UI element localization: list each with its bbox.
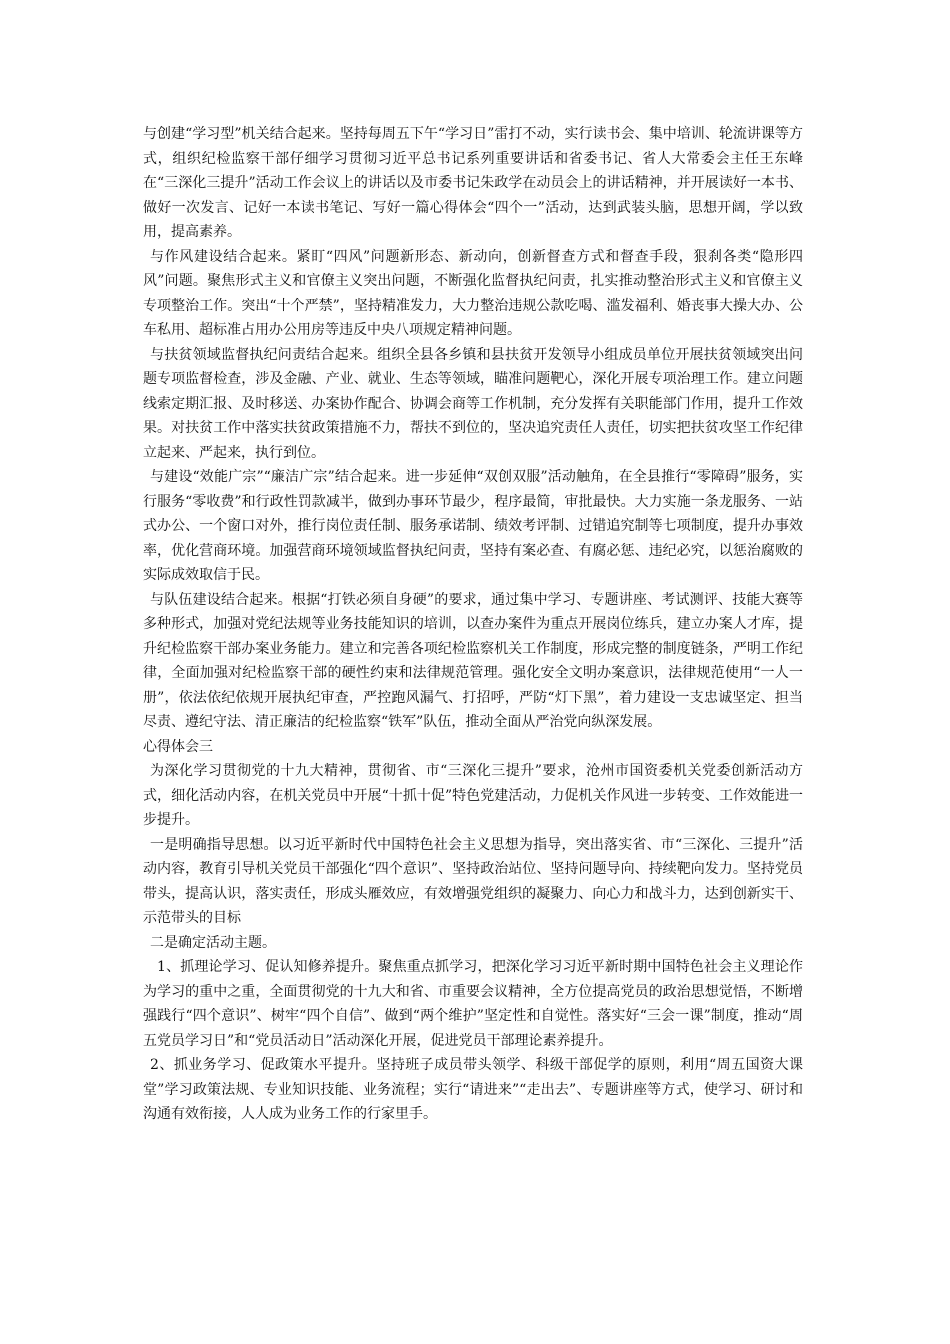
- paragraph-poverty-alleviation: 与扶贫领域监督执纪问责结合起来。组织全县各乡镇和县扶贫开发领导小组成员单位开展扶贫领域突出问题专项监督检查，涉及金融、产业、就业、生态等领域，瞄准问题靶心，深化开展专项治理工作。建立问题线索定期汇报、及时移送、办案协作配合、协调会商等工作机制，充分发挥有关职能部门作用，提升工作效果。对扶贫工作中落实扶贫政策措施不力，帮扶不到位的，坚决追究责任人责任，切实把扶贫攻坚工作纪律立起来、严起来，执行到位。: [143, 346, 803, 461]
- paragraph-efficiency-integrity: 与建设“效能广宗”“廉洁广宗”结合起来。进一步延伸“双创双服”活动触角，在全县推行“零障碍”服务，实行服务“零收费”和行政性罚款减半，做到办事环节最少，程序最简，审批最快。大力实施一条龙服务、一站式办公、一个窗口对外，推行岗位责任制、服务承诺制、绩效考评制、过错追究制等七项制度，提升办事效率，优化营商环境。加强营商环境领域监督执纪问责，坚持有案必查、有腐必惩、违纪必究，以惩治腐败的实际成效取信于民。: [143, 469, 803, 583]
- paragraph-intro: 为深化学习贯彻党的十九大精神，贯彻省、市“三深化三提升”要求，沧州市国资委机关党委创新活动方式，细化活动内容，在机关党员中开展“十抓十促”特色党建活动，力促机关作风进一步转变、工作效能进一步提升。: [143, 763, 803, 828]
- paragraph-activity-theme: 二是确定活动主题。: [150, 934, 276, 951]
- paragraph-business-study: 2、抓业务学习、促政策水平提升。坚持班子成员带头领学、科级干部促学的原则，利用“周五国资大课堂”学习政策法规、专业知识技能、业务流程；实行“请进来”“走出去”、专题讲座等方式，使学习、研讨和沟通有效衔接，人人成为业务工作的行家里手。: [143, 1057, 803, 1122]
- section-heading: 心得体会三: [143, 738, 213, 755]
- paragraph-guiding-thought: 一是明确指导思想。以习近平新时代中国特色社会主义思想为指导，突出落实省、市“三深化、三提升”活动内容，教育引导机关党员干部强化“四个意识”、坚持政治站位、坚持问题导向、持续靶向发力。坚持党员带头，提高认识，落实责任，形成头雁效应，有效增强党组织的凝聚力、向心力和战斗力，达到创新实干、示范带头的目标: [143, 836, 803, 926]
- document-body: [143, 122, 803, 1127]
- paragraph-theory-study: 1、抓理论学习、促认知修养提升。聚焦重点抓学习，把深化学习习近平新时期中国特色社会主义理论作为学习的重中之重，全面贯彻党的十九大和省、市重要会议精神，全方位提高党员的政治思想觉悟，不断增强践行“四个意识”、树牢“四个自信”、做到“两个维护”坚定性和自觉性。落实好“三会一课”制度，推动“周五党员学习日”和“党员活动日”活动深化开展，促进党员干部理论素养提升。: [143, 959, 803, 1049]
- paragraph-team-building: 与队伍建设结合起来。根据“打铁必须自身硬”的要求，通过集中学习、专题讲座、考试测评、技能大赛等多种形式，加强对党纪法规等业务技能知识的培训，以查办案件为重点开展岗位练兵，建立办案人才库，提升纪检监察干部办案业务能力。建立和完善各项纪检监察机关工作制度，形成完整的制度链条，严明工作纪律，全面加强对纪检监察干部的硬性约束和法律规范管理。强化安全文明办案意识，法律规范使用“一人一册”，依法依纪依规开展执纪审查，严控跑风漏气、打招呼，严防“灯下黑”，着力建设一支忠诚坚定、担当尽责、遵纪守法、清正廉洁的纪检监察“铁军”队伍，推动全面从严治党向纵深发展。: [143, 591, 803, 730]
- paragraph-study-organ: 与创建“学习型”机关结合起来。坚持每周五下午“学习日”雷打不动，实行读书会、集中培训、轮流讲课等方式，组织纪检监察干部仔细学习贯彻习近平总书记系列重要讲话和省委书记、省人大常委会主任王东峰在“三深化三提升”活动工作会议上的讲话以及市委书记朱政学在动员会上的讲话精神，并开展读好一本书、做好一次发言、记好一本读书笔记、写好一篇心得体会“四个一”活动，达到武装头脑，思想开阔，学以致用，提高素养。: [143, 126, 803, 240]
- paragraph-work-style: 与作风建设结合起来。紧盯“四风”问题新形态、新动向，创新督查方式和督查手段，狠刹各类“隐形四风”问题。聚焦形式主义和官僚主义突出问题，不断强化监督执纪问责，扎实推动整治形式主义和官僚主义专项整治工作。突出“十个严禁”，坚持精准发力，大力整治违规公款吃喝、滥发福利、婚丧事大操大办、公车私用、超标准占用办公用房等违反中央八项规定精神问题。: [143, 248, 803, 338]
